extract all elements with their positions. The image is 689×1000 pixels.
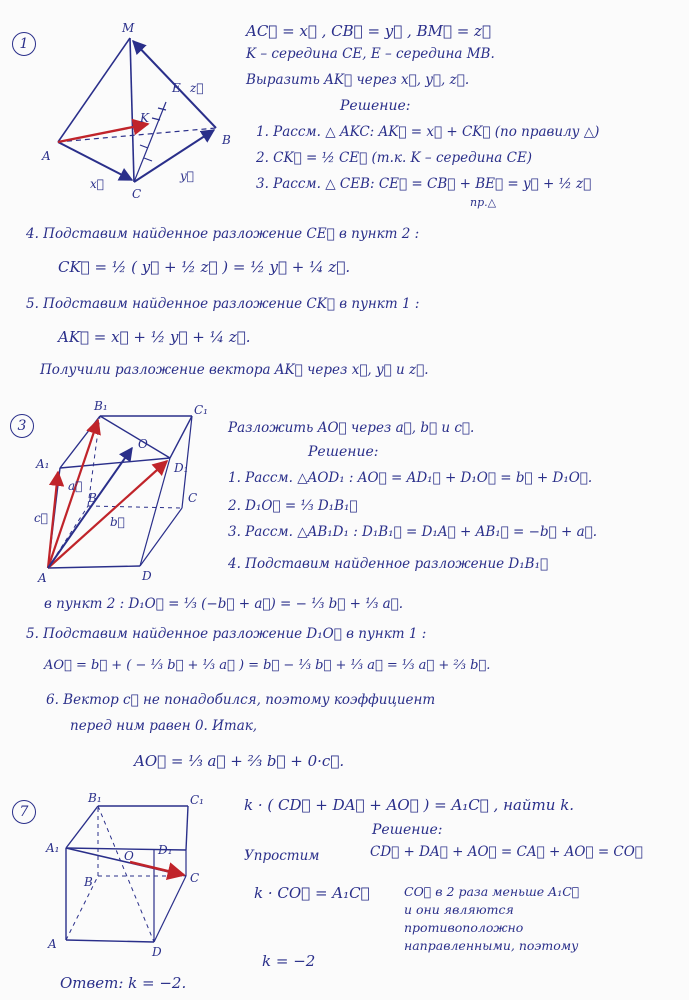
p3-step3: 3. Рассм. △AB₁D₁ : D₁B₁⃗ = D₁A⃗ + AB₁⃗ = −b⃗ + a⃗. bbox=[228, 524, 598, 540]
p1-step3: 3. Рассм. △ CEB: CE⃗ = CB⃗ + BE⃗ = y⃗ + ½ z⃗ bbox=[256, 176, 592, 192]
p1-step1: 1. Рассм. △ AKC: AK⃗ = x⃗ + CK⃗ (по правилу △) bbox=[256, 124, 600, 140]
label-A1: A₁ bbox=[46, 841, 60, 855]
p7-k-result: k = −2 bbox=[262, 952, 316, 970]
p3-step1: 1. Рассм. △AOD₁ : AO⃗ = AD₁⃗ + D₁O⃗ = b⃗ + D₁O⃗. bbox=[228, 470, 593, 486]
label-O: O bbox=[124, 849, 134, 863]
label-C: C bbox=[188, 491, 198, 505]
p3-step5-formula: AO⃗ = b⃗ + ( − ⅓ b⃗ + ⅓ a⃗ ) = b⃗ − ⅓ b⃗ + ⅓ a⃗ = ⅓ a⃗ + ⅔ b⃗. bbox=[44, 658, 491, 673]
p7-note4: направленными, поэтому bbox=[404, 938, 579, 953]
label-b: b⃗ bbox=[110, 515, 125, 529]
p7-note2: и они являются bbox=[404, 902, 514, 917]
p7-solution-header: Решение: bbox=[372, 822, 443, 838]
p7-simplify-label: Упростим bbox=[244, 848, 320, 864]
p1-conclusion: Получили разложение вектора AK⃗ через x⃗, y⃗ и z⃗. bbox=[40, 362, 429, 378]
figure-parallelepiped-1 bbox=[30, 398, 250, 588]
label-A: A bbox=[38, 571, 47, 585]
label-D1: D₁ bbox=[174, 461, 189, 475]
label-A1: A₁ bbox=[36, 457, 50, 471]
label-D: D bbox=[152, 945, 162, 959]
p1-midpoints: K – середина CE, E – середина MB. bbox=[246, 46, 495, 62]
label-K: K bbox=[140, 111, 149, 125]
figure-parallelepiped-2 bbox=[44, 790, 254, 960]
label-c: c⃗ bbox=[34, 511, 48, 525]
label-D1: D₁ bbox=[158, 843, 173, 857]
p7-kco: k · CO⃗ = A₁C⃗ bbox=[254, 884, 370, 902]
label-A: A bbox=[42, 149, 51, 163]
p3-step6: 6. Вектор c⃗ не понадобился, поэтому коэффициент bbox=[46, 692, 436, 708]
p3-step4-cont: в пункт 2 : D₁O⃗ = ⅓ (−b⃗ + a⃗) = − ⅓ b⃗ + ⅓ a⃗. bbox=[44, 596, 404, 612]
p1-task: Выразить AK⃗ через x⃗, y⃗, z⃗. bbox=[246, 72, 470, 88]
p3-final: AO⃗ = ⅓ a⃗ + ⅔ b⃗ + 0·c⃗. bbox=[134, 752, 345, 770]
p7-note3: противоположно bbox=[404, 920, 524, 935]
label-O: O bbox=[138, 437, 148, 451]
figure-tetrahedron bbox=[40, 20, 280, 220]
label-A: A bbox=[48, 937, 57, 951]
label-y: y⃗ bbox=[180, 169, 194, 183]
p7-note1: CO⃗ в 2 раза меньше A₁C⃗ bbox=[404, 884, 580, 899]
problem-number-7: 7 bbox=[12, 800, 36, 824]
p3-solution-header: Решение: bbox=[308, 444, 379, 460]
label-B1: B₁ bbox=[94, 399, 108, 413]
p1-step4: 4. Подставим найденное разложение CE⃗ в пункт 2 : bbox=[26, 226, 420, 242]
p1-step5: 5. Подставим найденное разложение CK⃗ в пункт 1 : bbox=[26, 296, 420, 312]
p3-step2: 2. D₁O⃗ = ⅓ D₁B₁⃗ bbox=[228, 498, 358, 514]
p1-solution-header: Решение: bbox=[340, 98, 411, 114]
p1-step2: 2. CK⃗ = ½ CE⃗ (т.к. K – середина CE) bbox=[256, 150, 533, 166]
label-C: C bbox=[190, 871, 200, 885]
p1-step4-formula: CK⃗ = ½ ( y⃗ + ½ z⃗ ) = ½ y⃗ + ¼ z⃗. bbox=[58, 258, 351, 276]
p7-simplify-formula: CD⃗ + DA⃗ + AO⃗ = CA⃗ + AO⃗ = CO⃗ bbox=[370, 844, 643, 860]
label-B1: B₁ bbox=[88, 791, 102, 805]
p7-answer: Ответ: k = −2. bbox=[60, 974, 187, 992]
p3-step4: 4. Подставим найденное разложение D₁B₁⃗ bbox=[228, 556, 549, 572]
p3-step6-cont: перед ним равен 0. Итак, bbox=[70, 718, 258, 734]
label-C1: C₁ bbox=[190, 793, 204, 807]
label-x: x⃗ bbox=[90, 177, 104, 191]
problem-number-1: 1 bbox=[12, 32, 36, 56]
label-B: B bbox=[88, 491, 97, 505]
p1-given: AC⃗ = x⃗ , CB⃗ = y⃗ , BM⃗ = z⃗ bbox=[246, 22, 491, 40]
label-a: a⃗ bbox=[68, 479, 83, 493]
p3-step5: 5. Подставим найденное разложение D₁O⃗ в пункт 1 : bbox=[26, 626, 427, 642]
p3-task: Разложить AO⃗ через a⃗, b⃗ и c⃗. bbox=[228, 420, 475, 436]
label-B: B bbox=[84, 875, 93, 889]
p1-step3-note: пр.△ bbox=[470, 196, 497, 209]
p7-task: k · ( CD⃗ + DA⃗ + AO⃗ ) = A₁C⃗ , найти k. bbox=[244, 796, 575, 814]
label-B: B bbox=[222, 133, 231, 147]
label-M: M bbox=[122, 21, 135, 35]
label-D: D bbox=[142, 569, 152, 583]
label-E: E bbox=[172, 81, 181, 95]
problem-number-3: 3 bbox=[10, 414, 34, 438]
label-C1: C₁ bbox=[194, 403, 208, 417]
label-C: C bbox=[132, 187, 142, 201]
label-z: z⃗ bbox=[190, 81, 204, 95]
p1-step5-formula: AK⃗ = x⃗ + ½ y⃗ + ¼ z⃗. bbox=[58, 328, 251, 346]
